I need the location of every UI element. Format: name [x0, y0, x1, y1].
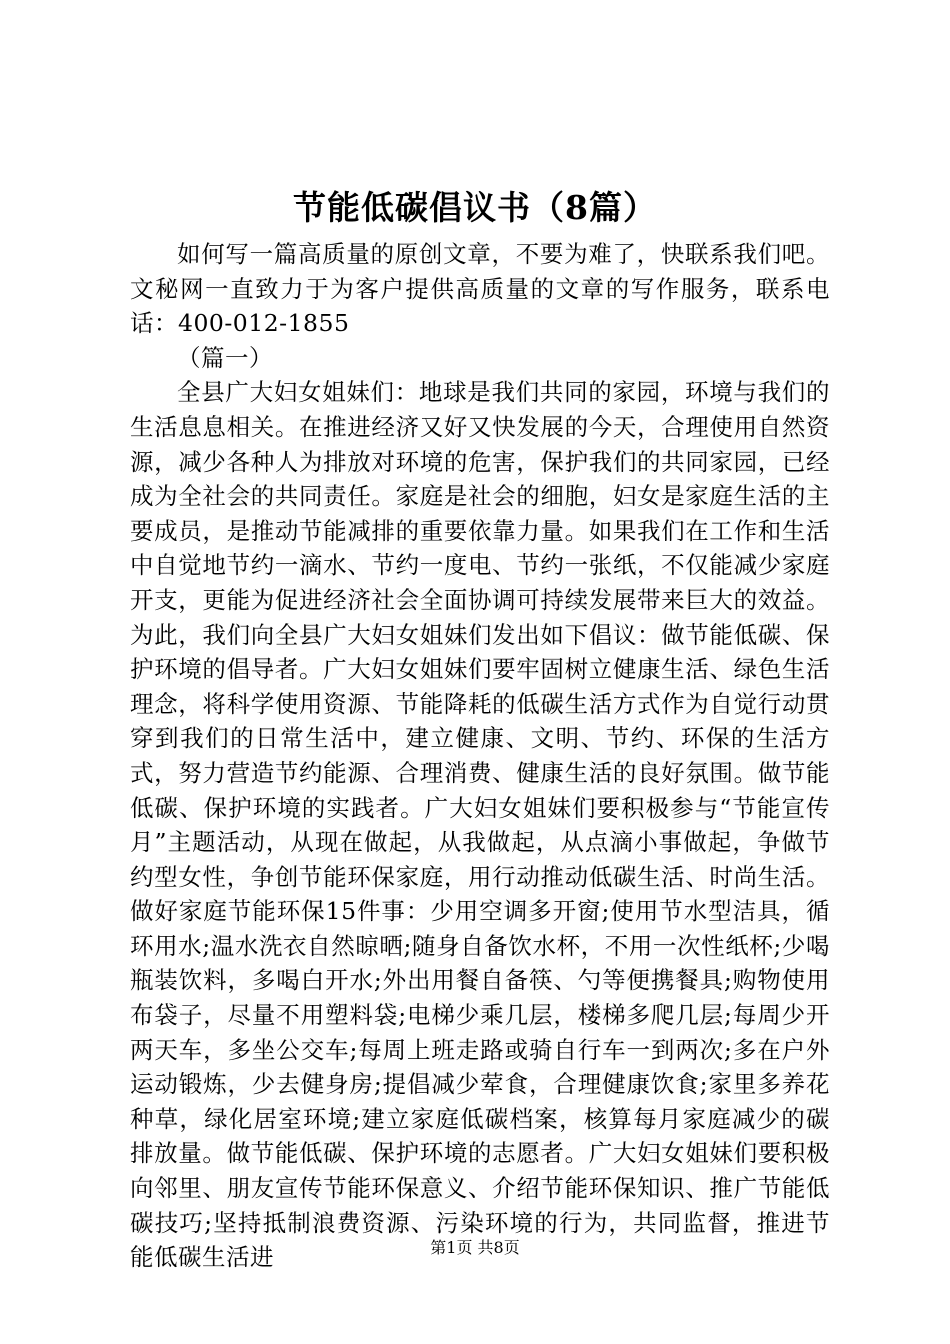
page-footer: 第1页 共8页 — [430, 1238, 520, 1257]
document-body — [130, 237, 830, 1275]
body-paragraph: 全县广大妇女姐妹们：地球是我们共同的家园，环境与我们的生活息息相关。在推进经济又好又快发展的今天，合理使用自然资源，减少各种人为排放对环境的危害，保护我们的共同家园，已经成为全社会的共同责任。家庭是社会的细胞，妇女是家庭生活的主要成员，是推动节能减排的重要依靠力量。如果我们在工作和生活中自觉地节约一滴水、节约一度电、节约一张纸，不仅能减少家庭开支，更能为促进经济社会全面协调可持续发展带来巨大的效益。为此，我们向全县广大妇女姐妹们发出如下倡议：做节能低碳、保护环境的倡导者。广大妇女姐妹们要牢固树立健康生活、绿色生活理念，将科学使用资源、节能降耗的低碳生活方式作为自觉行动贯穿到我们的日常生活中，建立健康、文明、节约、环保的生活方式，努力营造节约能源、合理消费、健康生活的良好氛围。做节能低碳、保护环境的实践者。广大妇女姐妹们要积极参与“节能宣传月”主题活动，从现在做起，从我做起，从点滴小事做起，争做节约型女性，争创节能环保家庭，用行动推动低碳生活、时尚生活。做好家庭节能环保15件事：少用空调多开窗;使用节水型洁具，循环用水;温水洗衣自然晾晒;随身自备饮水杯，不用一次性纸杯;少喝瓶装饮料，多喝白开水;外出用餐自备筷、勺等便携餐具;购物使用布袋子，尽量不用塑料袋;电梯少乘几层，楼梯多爬几层;每周少开两天车，多坐公交车;每周上班走路或骑自行车一到两次;多在户外运动锻炼，少去健身房;提倡减少荤食，合理健康饮食;家里多养花种草，绿化居室环境;建立家庭低碳档案，核算每月家庭减少的碳排放量。做节能低碳、保护环境的志愿者。广大妇女姐妹们要积极向邻里、朋友宣传节能环保意义、介绍节能环保知识、推广节能低碳技巧;坚持抵制浪费资源、污染环境的行为，共同监督，推进节能低碳生活进 — [130, 378, 830, 1272]
intro-paragraph: 如何写一篇高质量的原创文章，不要为难了，快联系我们吧。文秘网一直致力于为客户提供高质量的文章的写作服务，联系电话：400-012-1855 — [130, 240, 830, 338]
document-title: 节能低碳倡议书（8篇） — [293, 188, 657, 227]
section-heading: （篇一） — [177, 343, 273, 372]
